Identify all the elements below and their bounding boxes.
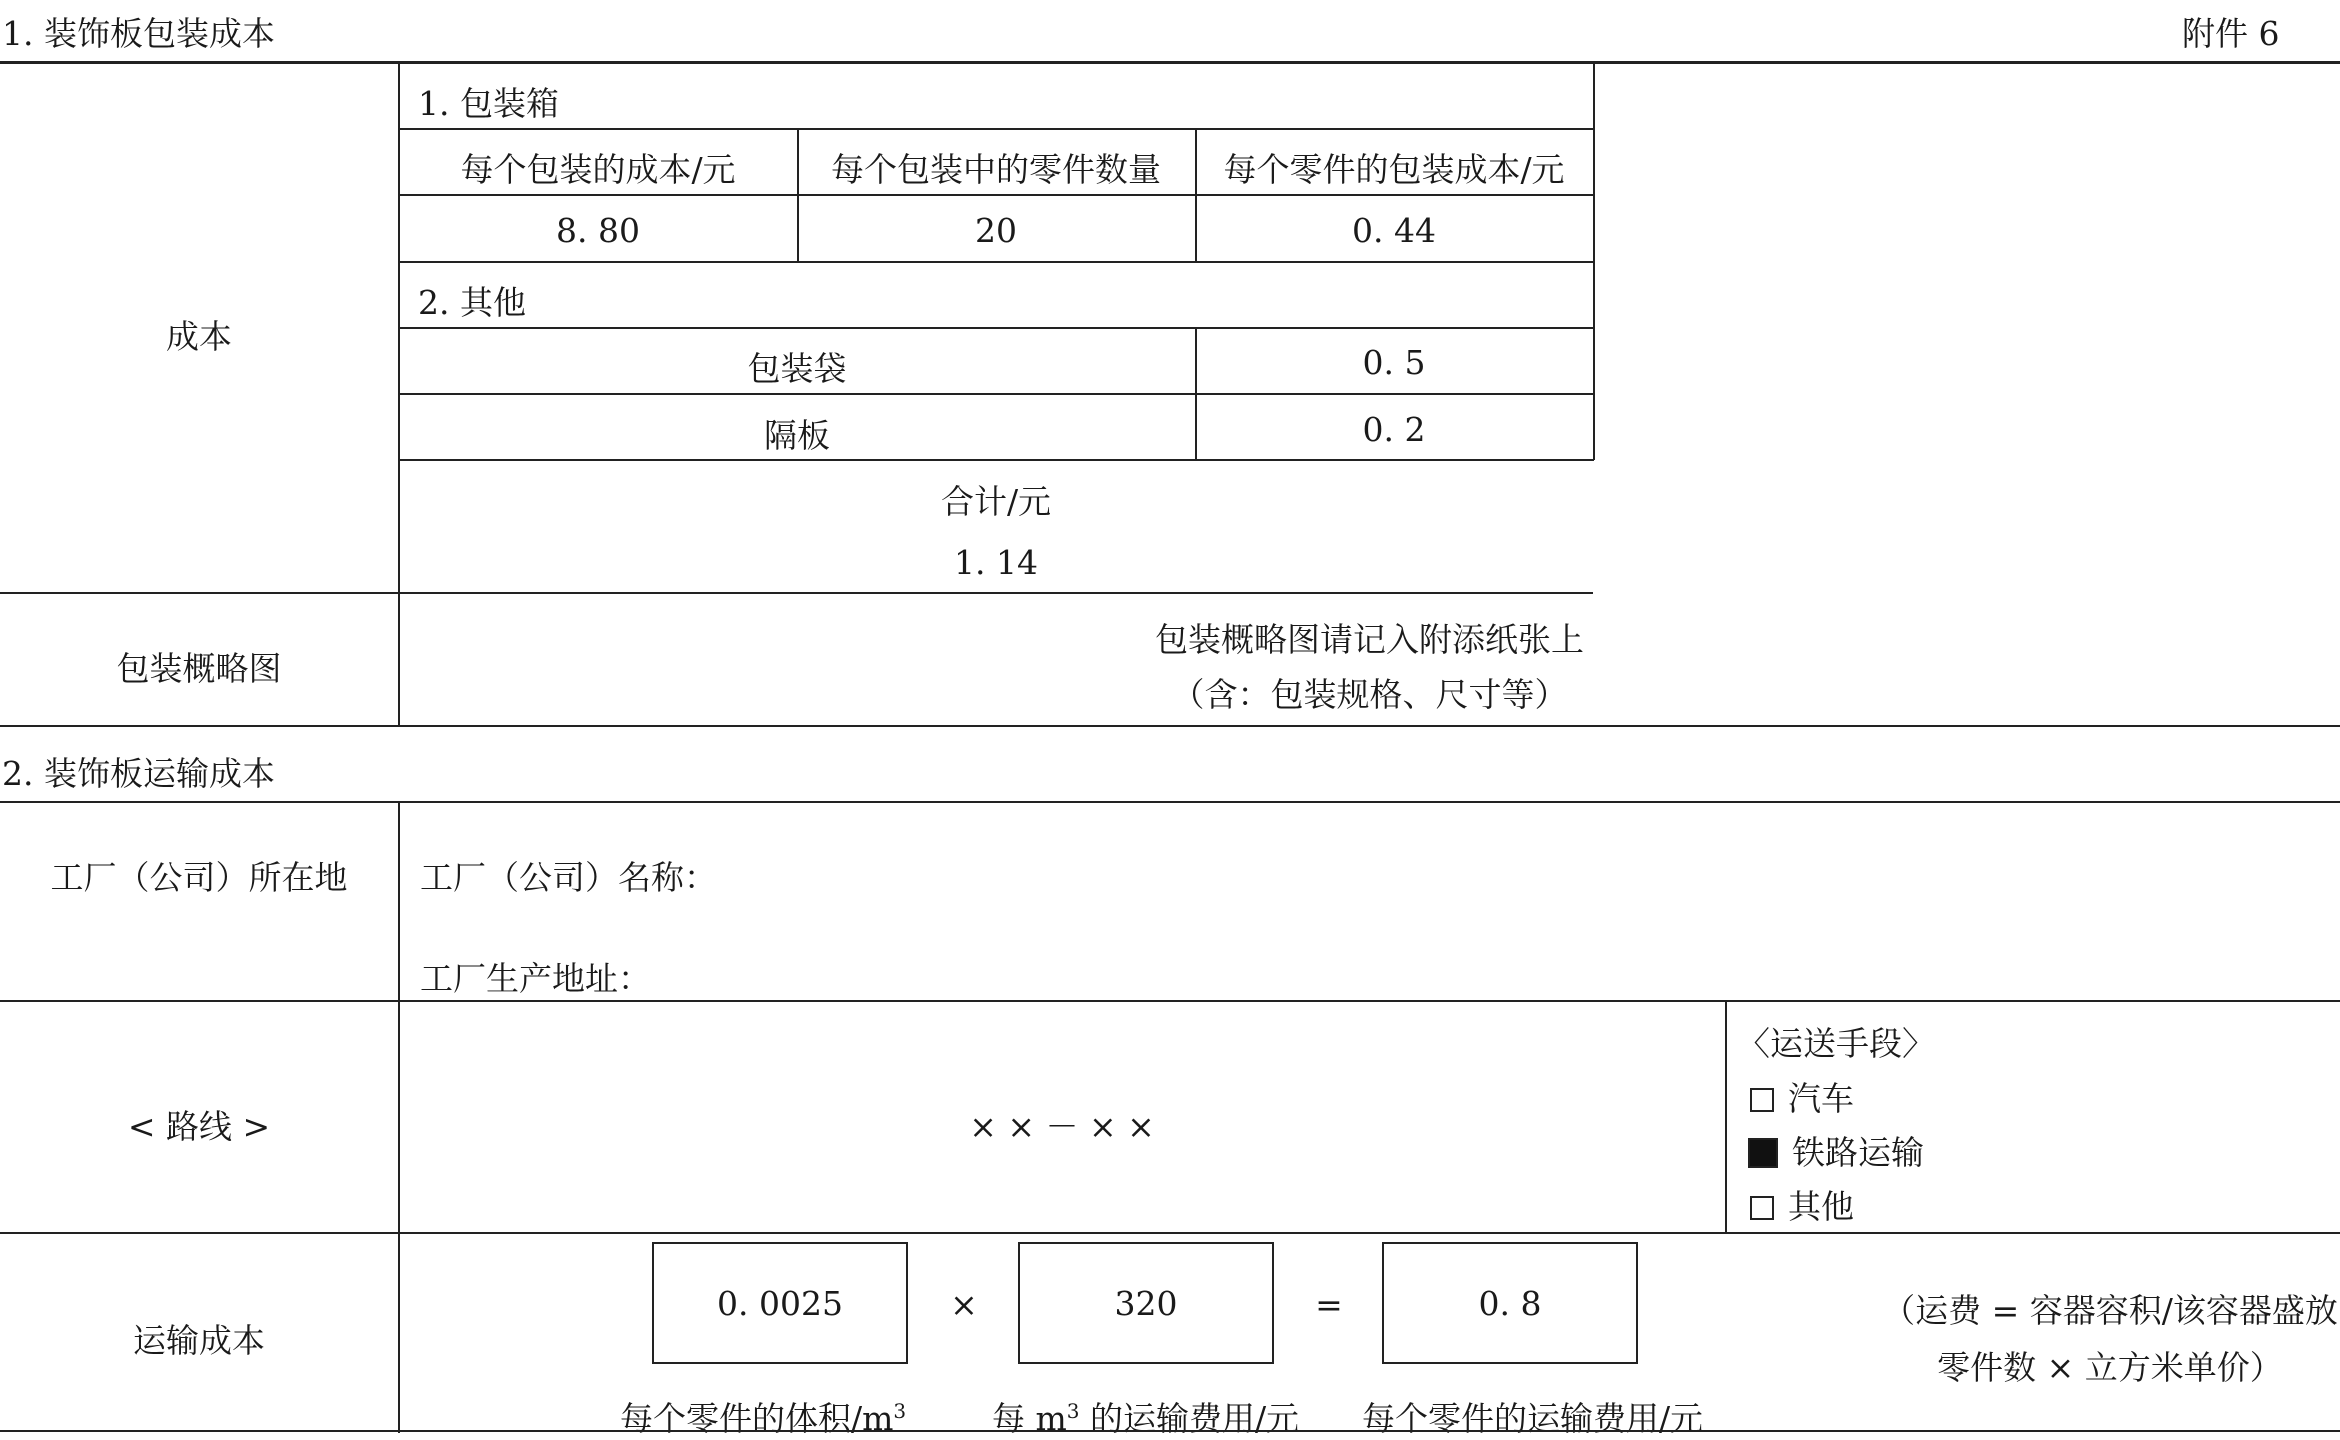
top-rule <box>0 61 2340 64</box>
result-value: 0. 8 <box>1478 1283 1542 1323</box>
table-cell-cost-per-package: 8. 80 <box>556 211 640 250</box>
checkbox-empty-icon[interactable] <box>1750 1088 1774 1112</box>
other-item-value: 0. 2 <box>1362 410 1426 449</box>
rate-box <box>1018 1242 1274 1364</box>
transport-option-rail[interactable]: 铁路运输 <box>1748 1127 1924 1174</box>
volume-caption: 每个零件的体积$/m^3$ <box>620 1399 907 1438</box>
location-label: 工厂（公司）所在地 <box>50 858 348 897</box>
bottom-rule <box>0 1430 2340 1432</box>
checkbox-empty-icon[interactable] <box>1750 1196 1774 1220</box>
multiply-sign: × <box>950 1285 978 1324</box>
formula-line2: 零件数 × 立方米单价） <box>1937 1348 2283 1387</box>
volume-value: 0. 0025 <box>717 1283 843 1323</box>
table-cell-cost-per-part: 0. 44 <box>1352 211 1436 250</box>
route-label: < 路线 > <box>127 1107 271 1146</box>
rate-value: 320 <box>1114 1283 1178 1323</box>
checkbox-checked-icon[interactable] <box>1748 1138 1778 1168</box>
volume-box <box>652 1242 908 1364</box>
sketch-note-line2: （含：包装规格、尺寸等） <box>1171 675 1568 714</box>
transport-mode-title: 〈运送手段〉 <box>1737 1024 1935 1063</box>
table-header-cost-per-package: 每个包装的成本/元 <box>460 150 736 189</box>
result-caption: 每个零件的运输费用/元 <box>1362 1399 1704 1438</box>
other-item-name: 包装袋 <box>747 349 847 388</box>
company-name-field: 工厂（公司）名称： <box>420 858 717 897</box>
rate-caption: 每 $m^3$ 的运输费用/元 <box>992 1399 1300 1438</box>
route-value: × × － × × <box>969 1107 1155 1146</box>
transport-option-truck[interactable]: 汽车 <box>1750 1073 1854 1120</box>
transport-cost-label: 运输成本 <box>133 1321 265 1360</box>
table-header-cost-per-part: 每个零件的包装成本/元 <box>1223 150 1565 189</box>
table-header-parts-per-package: 每个包装中的零件数量 <box>831 150 1161 189</box>
section2-title: 2. 装饰板运输成本 <box>2 754 275 793</box>
equals-sign: = <box>1315 1285 1343 1324</box>
other-item-value: 0. 5 <box>1362 343 1426 382</box>
packaging-box-title: 1. 包装箱 <box>418 84 559 123</box>
result-box <box>1382 1242 1638 1364</box>
address-field: 工厂生产地址： <box>420 959 651 998</box>
section1-title: 1. 装饰板包装成本 <box>2 14 275 53</box>
sketch-label: 包装概略图 <box>116 649 282 688</box>
table-cell-parts-per-package: 20 <box>975 211 1017 250</box>
cost-label: 成本 <box>166 317 232 356</box>
total-value: 1. 14 <box>954 543 1038 582</box>
attachment-label: 附件 6 <box>2182 14 2280 53</box>
other-item-name: 隔板 <box>764 416 830 455</box>
formula-line1: （运费 = 容器容积/该容器盛放 <box>1882 1291 2338 1330</box>
sketch-note-line1: 包装概略图请记入附添纸张上 <box>1155 620 1584 659</box>
total-label: 合计/元 <box>940 482 1052 521</box>
other-title: 2. 其他 <box>418 283 526 322</box>
transport-option-other[interactable]: 其他 <box>1750 1181 1854 1228</box>
